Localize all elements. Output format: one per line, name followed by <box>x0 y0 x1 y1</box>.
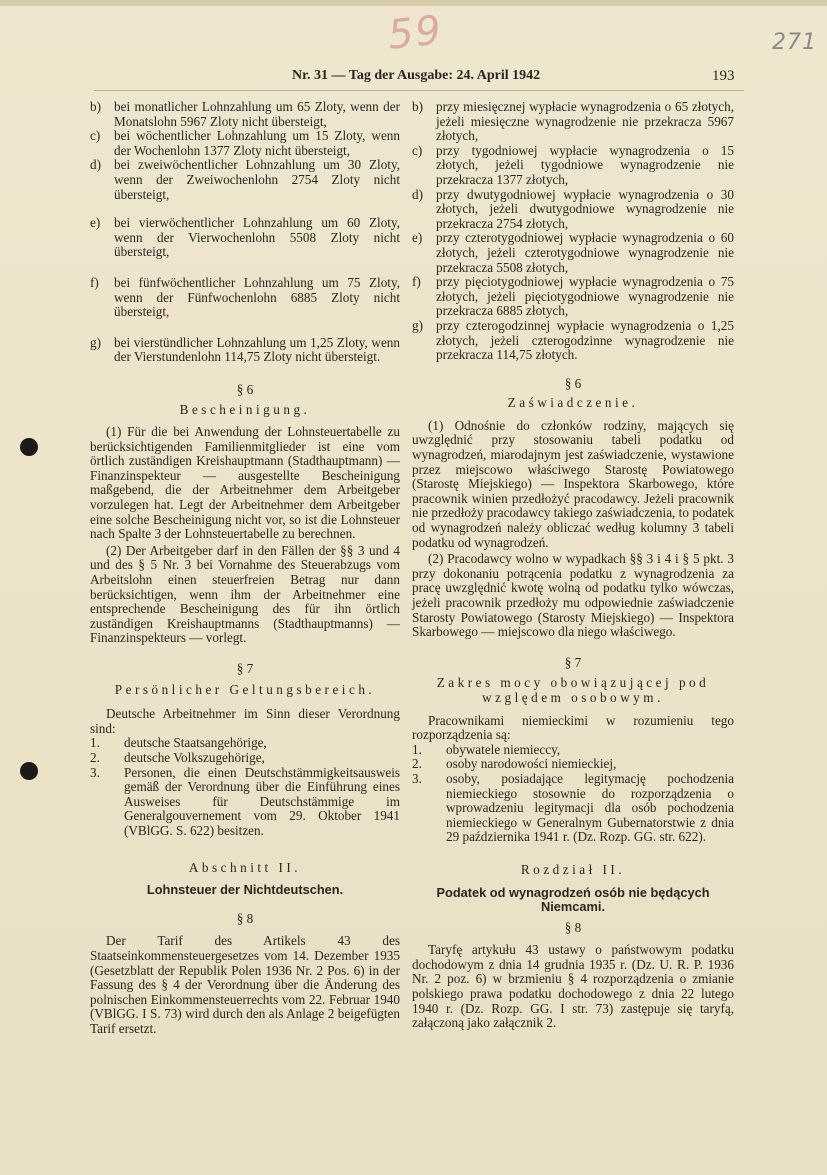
section-number: § 8 <box>236 910 254 926</box>
list-item: 2. osoby narodowości niemieckiej, <box>412 756 617 772</box>
handwritten-stamp-number: 59 <box>385 7 446 59</box>
list-item: g) przy czterogodzinnej wypłacie wynagrodzenia o 1,25 złotych, jeżeli czterogodzinne wynagrodzenie nie przekracza 114,75 złotych. <box>412 317 734 363</box>
paragraph: Der Tarif des Artikels 43 des Staatseinkommensteuergesetzes vom 14. Dezember 1935 (Gesetzblatt der Republik Polen 1936 Nr. 2 Pos. 6) in der Fassung des § 4 der Verordnung über die Änderung des polnischen Einkommensteuerrechts vom 22. Februar 1940 (VBlGG. I S. 73) wird durch den als Anlage 2 beigefügten Tarif ersetzt. <box>90 933 400 1036</box>
chapter-subtitle: Lohnsteuer der Nichtdeutschen. <box>146 882 344 898</box>
section-number: § 7 <box>236 661 254 676</box>
section-number: § 6 <box>564 375 582 391</box>
list-item: d) bei zweiwöchentlicher Lohnzahlung um 30 Zloty, wenn der Zweiwochenlohn 2754 Zloty nicht übersteigt, <box>90 157 400 202</box>
list-item: e) przy czterotygodniowej wypłacie wynagrodzenia o 60 złotych, jeżeli czterotygodniowe wynagrodzenie nie przekracza 5508 złotych, <box>412 230 734 275</box>
list-item: c) przy tygodniowej wypłacie wynagrodzenia o 15 złotych, jeżeli tygodniowe wynagrodzenie nie przekracza 1377 złotych, <box>412 142 734 187</box>
list-item: g) bei vierstündlicher Lohnzahlung um 1,25 Zloty, wenn der Vierstundenlohn 114,75 Zloty nicht übersteigt. <box>90 334 400 365</box>
paragraph: (2) Pracodawcy wolno w wypadkach §§ 3 i 4 i § 5 pkt. 3 przy dokonaniu potrącenia podatku z wynagrodzenia za pracę uwzględnić kwotę wolną od podatku tylko wówczas, jeżeli pracownik przedłoży mu odpowiednie zaświadczenie Starosty Powiatowego (Starosty Miejskiego) — Inspektora Skarbowego — miejscowo dla niego właściwego. <box>412 551 734 640</box>
polish-column <box>412 100 734 1031</box>
punch-hole <box>20 762 38 780</box>
list-item: 3. Personen, die einen Deutschstämmigkeitsausweis gemäß der Verordnung über die Einführung eines Ausweises für Deutschstämmige im Generalgouvernement vom 29. Oktober 1941 (VBlGG. S. 622) besitzen. <box>90 764 400 838</box>
list-item: 1. obywatele niemieccy, <box>412 741 561 757</box>
list-item: b) bei monatlicher Lohnzahlung um 65 Zloty, wenn der Monatslohn 5967 Zloty nicht übersteigt, <box>90 99 400 129</box>
section-title: Bescheinigung. <box>179 401 311 417</box>
paragraph: Deutsche Arbeitnehmer im Sinn dieser Verordnung sind: <box>90 706 400 736</box>
paragraph: Taryfę artykułu 43 ustawy o państwowym podatku dochodowym z dnia 14 grudnia 1935 r. (Dz. U. R. P. 1936 Nr. 2 poz. 6) w brzmieniu § 4 rozporządzenia o zmianie polskiego prawa podatku dochodowego z dnia 22 lutego 1940 r. (Dz. Rozp. GG. I str. 73) zastępuje się taryfą, załączoną jako załącznik 2. <box>412 942 734 1031</box>
header-rule <box>94 90 744 91</box>
paragraph: (1) Für die bei Anwendung der Lohnsteuertabelle zu berücksichtigenden Familienmitglieder ist eine vom örtlich zuständigen Kreishauptmann (Stadthauptmann) — Finanzinspekteur — ausgestellte Bescheinigung maßgebend, die der Arbeitnehmer dem Arbeitgeber vorzulegen hat. Legt der Arbeitnehmer dem Arbeitgeber eine solche Bescheinigung nicht vor, so ist die Lohnsteuer nach Spalte 3 der Lohnsteuertabelle zu berechnen. <box>90 424 400 542</box>
list-item: d) przy dwutygodniowej wypłacie wynagrodzenia o 30 złotych, jeżeli dwutygodniowe wynagrodzenie nie przekracza 2754 złotych, <box>412 186 734 231</box>
section-number: § 7 <box>564 654 582 670</box>
section-number: § 6 <box>236 381 254 397</box>
chapter-title: Rozdział II. <box>520 861 626 877</box>
list-item: e) bei vierwöchentlicher Lohnzahlung um 60 Zloty, wenn der Vierwochenlohn 5508 Zloty nicht übersteigt, <box>90 215 400 260</box>
section-title: Zaświadczenie. <box>507 395 639 411</box>
handwritten-ref-number: 271 <box>772 30 817 55</box>
section-number: § 8 <box>564 919 582 935</box>
punch-hole <box>20 438 38 456</box>
list-item: f) bei fünfwöchentlicher Lohnzahlung um 75 Zloty, wenn der Fünfwochenlohn 6885 Zloty nicht übersteigt, <box>90 274 400 320</box>
list-item: 1. deutsche Staatsangehörige, <box>90 735 267 751</box>
list-item: b) przy miesięcznej wypłacie wynagrodzenia o 65 złotych, jeżeli miesięczne wynagrodzenie nie przekracza 5967 złotych, <box>412 99 734 144</box>
list-item: c) bei wöchentlicher Lohnzahlung um 15 Zloty, wenn der Wochenlohn 1377 Zloty nicht übersteigt, <box>90 128 400 158</box>
paper-edge <box>0 0 827 6</box>
list-item: 3. osoby, posiadające legitymację pochodzenia niemieckiego stosownie do rozporządzenia o wprowadzeniu legitymacji dla osób pochodzenia niemieckiego w Generalnym Gubernatorstwie z dnia 29 października 1941 r. (Dz. Rozp. GG. str. 622). <box>412 770 734 845</box>
chapter-title: Abschnitt II. <box>188 859 302 875</box>
list-item: f) przy pięciotygodniowej wypłacie wynagrodzenia o 75 złotych, jeżeli pięciotygodniowe wynagrodzenie nie przekracza 6885 złotych, <box>412 274 734 319</box>
page-number: 193 <box>712 68 735 84</box>
list-item: 2. deutsche Volkszugehörige, <box>90 749 265 765</box>
paragraph: (2) Der Arbeitgeber darf in den Fällen der §§ 3 und 4 und des § 5 Nr. 3 bei Vornahme des Steuerabzugs vom Arbeitslohn einen steuerfreien Betrag nur dann berücksichtigen, wenn ihm der Arbeitnehmer eine entsprechende Bescheinigung des für ihn örtlich zuständigen Kreishauptmanns (Stadthauptmanns) — Finanzinspekteurs — vorlegt. <box>90 542 400 646</box>
section-title: Persönlicher Geltungsbereich. <box>114 681 376 697</box>
german-column <box>90 100 400 1036</box>
section-title: Zakres mocy obowiązującej pod względem osobowym. <box>436 675 710 705</box>
page-header: Nr. 31 — Tag der Ausgabe: 24. April 1942 <box>292 68 541 83</box>
chapter-subtitle: Podatek od wynagrodzeń osób nie będących Niemcami. <box>436 884 710 915</box>
paragraph: (1) Odnośnie do członków rodziny, mających się uwzględnić przy stosowaniu tabeli podatku od wynagrodzeń, miarodajnym jest zaświadczenie, wystawione przez miejscowo właściwego Starostę Powiatowego (Starostę Miejskiego) — Inspektora Skarbowego, które pracownik winien przedłożyć pracodawcy. Jeżeli pracownik nie przedłoży pracodawcy takiego zaświadczenia, to podatek od wynagrodzeń należy obliczać według kolumny 3 tabeli podatku od wynagrodzeń. <box>412 417 734 550</box>
paragraph: Pracownikami niemieckimi w rozumieniu tego rozporządzenia są: <box>412 712 734 743</box>
